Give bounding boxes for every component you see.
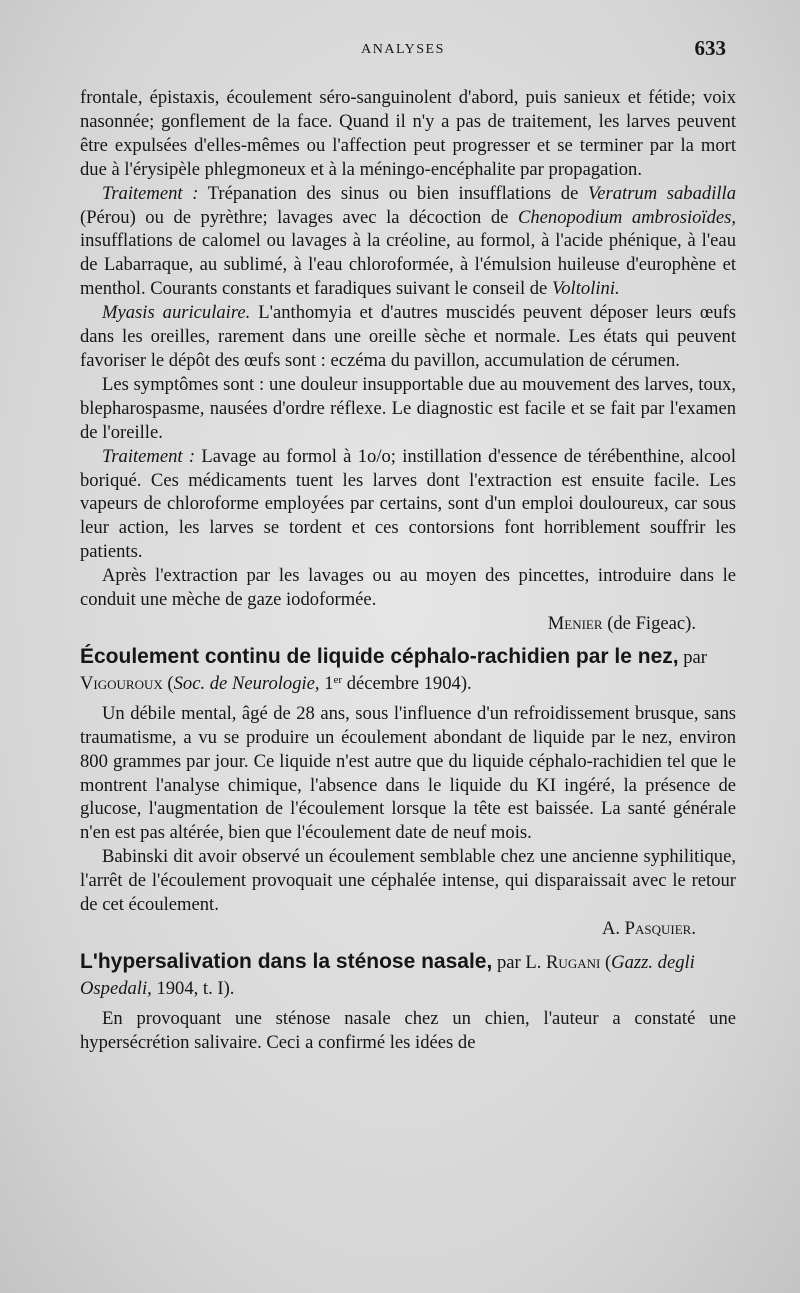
date-text: décembre 1904). [342,672,472,694]
paragraph-treatment-ear [80,445,736,565]
percent-sign: o/o [367,445,391,467]
treatment-label: Traitement : [102,182,199,204]
article-author: Rugani [546,951,601,973]
paragraph-continuation: frontale, épistaxis, écoulement séro-sanguinolent d'abord, puis sanieux et fétide; voix nasonnée; gonflement de la face. Quand il n'y a pas de traitement, les larves peuvent être expulsées d'elles-mêmes ou l'affection peut progresser et se terminer par la mort due à l'érysipèle phlegmoneux et à la méningo-encéphalite par propagation. [80,87,736,180]
journal-name: Gazz. degli Ospedali, [80,951,695,999]
by-word: par L. [492,951,547,973]
text-run: L'anthomyia et d'autres muscidés peuvent déposer leurs œufs dans les oreilles, rarement dans une oreille sèche et normale. Les états qui peuvent favoriser le dépôt des œufs sont : eczéma du pavillon, accumulation de cérumen. [80,302,736,371]
myasis-label: Myasis auriculaire. [102,302,251,324]
paragraph-case: Un débile mental, âgé de 28 ans, sous l'influence d'un refroidissement brusque, sans traumatisme, a vu se produire un écoulement abondant de liquide par le nez, environ 800 grammes par jour. Ce liquide n'est autre que du liquide céphalo-rachidien tel que le montrent l'analyse chimique, l'absence dans le liquide du KI ingéré, la présence de glucose, l'augmentation de l'écoulement lorsque la tête est baissée. La santé générale n'en est pas altérée, bien que l'écoulement date de neuf mois. [80,702,736,844]
paragraph-babinski: Babinski dit avoir observé un écoulement semblable chez une ancienne syphilitique, l'arrêt de l'écoulement provoquait une céphalée intense, qui disparaissait avec le retour de cet écoulement. [80,846,736,916]
paragraph-stenosis: En provoquant une sténose nasale chez un chien, l'auteur a constaté une hypersécrétion salivaire. Ceci a confirmé les idées de [80,1007,736,1053]
paragraph-symptoms: Les symptômes sont : une douleur insupportable due au mouvement des larves, toux, blepharospasme, nausées d'ordre réflexe. Le diagnostic est facile et se fait par l'examen de l'oreille. [80,373,736,443]
text-run: insufflations de calomel ou lavages à la créoline, au formol, à l'acide phénique, à l'eau de Labarraque, au sublimé, à l'eau chloroformée, à l'émulsion huileuse d'europhène et menthol. Courants constants et faradiques suivant le conseil de [80,230,736,300]
ordinal-suffix: er [333,673,343,686]
page-header [80,36,726,66]
article-title-ecoulement [80,644,736,696]
treatment-label: Traitement : [102,445,196,467]
paragraph-myasis [80,301,736,373]
article-author: Vigouroux [80,672,163,694]
text-run: ; instillation d'essence de térébenthine, alcool boriqué. Ces médicaments tuent les larves dont l'extraction est ensuite facile. Les vapeurs de chloroforme employées par certains, sont d'un emploi douloureux, car sous leur action, les larves se tordent et ces contorsions font horriblement souffrir les patients. [80,445,736,563]
signature-pasquier [80,917,736,941]
signature-name: Menier [547,612,603,634]
text-run: Lavage au formol à 1 [195,445,368,467]
paragraph-treatment-sinus [80,182,736,302]
text-run: (Pérou) ou de pyrèthre; lavages avec la décoction de [80,206,518,228]
species-name: Veratrum sabadilla [587,182,736,204]
journal-name: Soc. de Neurologie, [173,672,320,694]
text-run: Trépanation des sinus ou bien insufflations de [198,182,588,204]
article-title-text: Écoulement continu de liquide céphalo-rachidien par le nez, [80,644,679,668]
signature-place: (de Figeac). [602,612,696,634]
by-word: par [678,646,707,668]
author-name: Voltolini. [551,278,620,300]
source-text: 1904, t. I). [151,977,235,999]
paragraph-extraction: Après l'extraction par les lavages ou au moyen des pincettes, introduire dans le conduit une mèche de gaze iodoformée. [80,565,736,611]
signature-menier [80,612,736,636]
paren: ( [162,672,174,694]
date-text: 1 [319,672,334,694]
paren: ( [600,951,612,973]
page-body [80,86,736,1055]
article-title-hypersalivation [80,949,736,1001]
running-title: ANALYSES [361,42,445,57]
article-title-text: L'hypersalivation dans la sténose nasale, [80,949,493,973]
signature-name: A. Pasquier. [601,918,696,939]
page-number: 633 [694,36,726,60]
species-name: Chenopodium ambrosioïdes, [517,206,737,228]
